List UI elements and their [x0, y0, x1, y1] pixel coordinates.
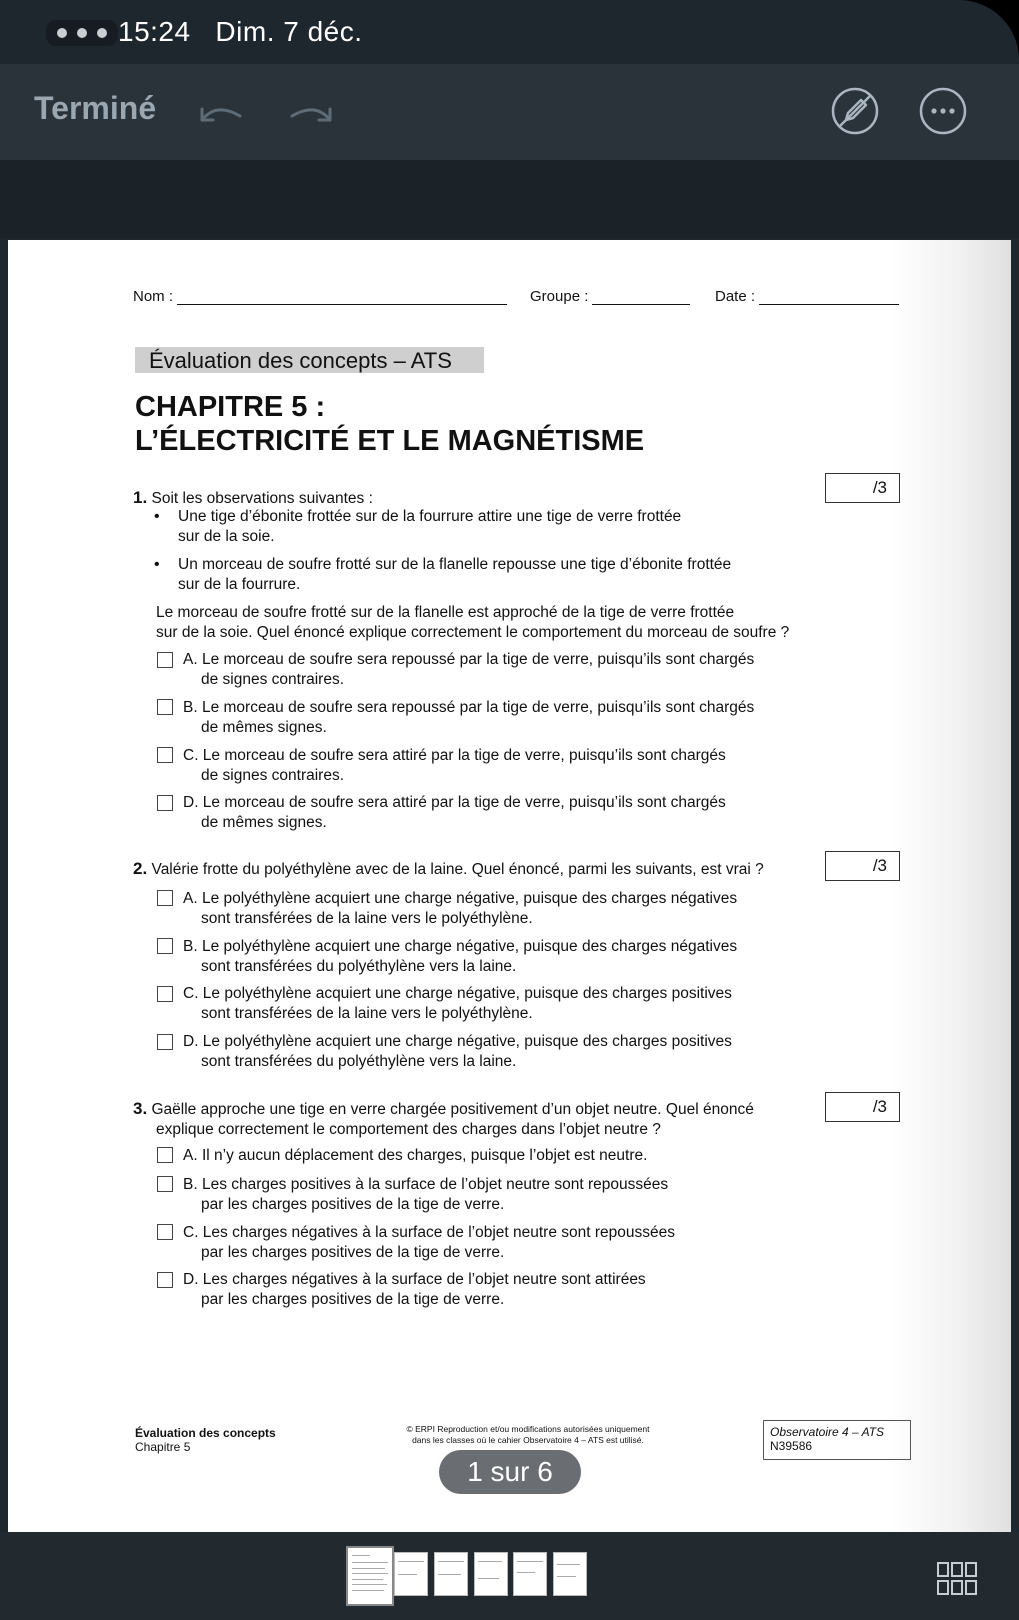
status-bar: [0, 0, 1019, 64]
q3-option-d-line2: par les charges positives de la tige de verre.: [201, 1291, 505, 1308]
q3-option-a-line1: A. Il n’y aucun déplacement des charges, puisque l’objet est neutre.: [183, 1147, 648, 1164]
q1-option-b-line1: B. Le morceau de soufre sera repoussé par la tige de verre, puisqu’ils sont chargés: [183, 699, 755, 716]
thumbnail-page-3[interactable]: [434, 1552, 468, 1596]
page-indicator: 1 sur 6: [439, 1450, 581, 1494]
footer-book-title: Observatoire 4 – ATS: [770, 1425, 885, 1439]
q3-option-a: [183, 1146, 647, 1166]
q2-checkbox-d[interactable]: [157, 1034, 173, 1050]
q1-option-c-line2: de signes contraires.: [201, 767, 345, 784]
q2-option-a: [183, 889, 737, 929]
q2-option-b: [183, 937, 737, 977]
q1-bullet-1-line1: • Une tige d’ébonite frottée sur de la fourrure attire une tige de verre frottée: [178, 508, 682, 525]
page-gap: [0, 160, 1019, 238]
more-icon[interactable]: [918, 86, 968, 136]
q1-number: 1.: [133, 488, 148, 507]
q1-option-a: [183, 650, 754, 690]
grid-view-icon[interactable]: [937, 1562, 977, 1596]
thumbnail-page-4[interactable]: [474, 1552, 508, 1596]
status-time: 15:24: [118, 16, 191, 47]
q3-question-line2: explique correctement le comportement des charges dans l’objet neutre ?: [156, 1121, 661, 1138]
chapter-title: [135, 390, 644, 458]
q1-bullet-1-line2: sur de la soie.: [178, 528, 275, 545]
q2-question-text: Valérie frotte du polyéthylène avec de la laine. Quel énoncé, parmi les suivants, est vrai ?: [151, 861, 764, 878]
q1-option-b: [183, 698, 754, 738]
q1-option-c-line1: C. Le morceau de soufre sera attiré par la tige de verre, puisqu’ils sont chargés: [183, 747, 726, 764]
q3-option-d: [183, 1270, 646, 1310]
q1-option-d-line2: de mêmes signes.: [201, 814, 327, 831]
q3-checkbox-d[interactable]: [157, 1272, 173, 1288]
q2-option-d-line1: D. Le polyéthylène acquiert une charge négative, puisque des charges positives: [183, 1033, 732, 1050]
date-field: [715, 288, 899, 305]
q2-checkbox-b[interactable]: [157, 938, 173, 954]
q1-checkbox-a[interactable]: [157, 652, 173, 668]
thumbnail-page-1[interactable]: [346, 1546, 394, 1606]
q2-score-box: /3: [825, 851, 900, 881]
status-time-date: [118, 16, 363, 48]
chapter-line1: CHAPITRE 5 :: [135, 391, 326, 423]
q1-option-a-line2: de signes contraires.: [201, 671, 345, 688]
multitasking-dots[interactable]: [46, 20, 118, 46]
thumbnail-page-2[interactable]: [394, 1552, 428, 1596]
q3-option-b-line2: par les charges positives de la tige de verre.: [201, 1196, 505, 1213]
q2-option-c: [183, 984, 732, 1024]
q2-question: [133, 859, 764, 880]
chapter-line2: L’ÉLECTRICITÉ ET LE MAGNÉTISME: [135, 425, 645, 457]
q1-checkbox-c[interactable]: [157, 747, 173, 763]
q1-bullet-2: [178, 555, 731, 595]
q1-bullet-2-line1: • Un morceau de soufre frotté sur de la flanelle repousse une tige d’ébonite frottée: [178, 556, 732, 573]
q3-checkbox-b[interactable]: [157, 1176, 173, 1192]
document-page[interactable]: [8, 240, 1011, 1532]
q3-option-b: [183, 1175, 668, 1215]
q2-option-c-line1: C. Le polyéthylène acquiert une charge négative, puisque des charges positives: [183, 985, 732, 1002]
q2-option-d: [183, 1032, 732, 1072]
q1-question-line1: Le morceau de soufre frotté sur de la flanelle est approché de la tige de verre frottée: [156, 604, 735, 621]
group-label: Groupe :: [530, 288, 589, 305]
q1-score-box: /3: [825, 473, 900, 503]
q1-question-line2: sur de la soie. Quel énoncé explique correctement le comportement du morceau de soufre ?: [156, 624, 790, 641]
group-field: [530, 288, 690, 305]
q3-score-box: /3: [825, 1092, 900, 1122]
q3-question: [133, 1099, 754, 1140]
q2-checkbox-a[interactable]: [157, 890, 173, 906]
name-label: Nom :: [133, 288, 174, 305]
q3-checkbox-a[interactable]: [157, 1147, 173, 1163]
name-field: [133, 288, 507, 305]
q3-option-c-line2: par les charges positives de la tige de verre.: [201, 1244, 505, 1261]
q1-checkbox-d[interactable]: [157, 795, 173, 811]
footer-copyright-line2: dans les classes où le cahier Observatoire 4 – ATS est utilisé.: [412, 1435, 644, 1445]
q1-bullet-2-line2: sur de la fourrure.: [178, 576, 301, 593]
q1-option-b-line2: de mêmes signes.: [201, 719, 327, 736]
thumbnail-page-5[interactable]: [513, 1552, 547, 1596]
q2-number: 2.: [133, 859, 148, 878]
q1-intro: [133, 488, 373, 509]
footer-chapter: Chapitre 5: [135, 1440, 191, 1454]
q3-checkbox-c[interactable]: [157, 1224, 173, 1240]
q1-intro-text: Soit les observations suivantes :: [151, 490, 373, 507]
q1-checkbox-b[interactable]: [157, 699, 173, 715]
q1-question: [156, 603, 789, 643]
q1-option-d: [183, 793, 726, 833]
q3-question-line1: Gaëlle approche une tige en verre chargée positivement d’un objet neutre. Quel énoncé: [151, 1101, 754, 1118]
undo-icon[interactable]: [196, 100, 246, 126]
q1-option-c: [183, 746, 726, 786]
q3-option-b-line1: B. Les charges positives à la surface de l’objet neutre sont repoussées: [183, 1176, 669, 1193]
date-label: Date :: [715, 288, 756, 305]
redo-icon[interactable]: [286, 100, 336, 126]
done-button[interactable]: Terminé: [34, 90, 157, 126]
q3-option-c: [183, 1223, 675, 1263]
q2-option-b-line1: B. Le polyéthylène acquiert une charge négative, puisque des charges négatives: [183, 938, 738, 955]
thumbnail-bar: [0, 1532, 1019, 1620]
footer-title: Évaluation des concepts: [135, 1426, 276, 1440]
q2-option-a-line2: sont transférées de la laine vers le polyéthylène.: [201, 910, 533, 927]
top-toolbar: [0, 64, 1019, 160]
q2-option-b-line2: sont transférées du polyéthylène vers la laine.: [201, 958, 517, 975]
q1-bullet-1: [178, 507, 681, 547]
section-banner: [135, 347, 484, 373]
markup-pen-icon[interactable]: [830, 86, 880, 136]
q2-option-d-line2: sont transférées du polyéthylène vers la laine.: [201, 1053, 517, 1070]
footer-book-box: [763, 1420, 911, 1460]
footer-copyright: [338, 1424, 718, 1446]
banner-text: Évaluation des concepts – ATS: [149, 348, 452, 373]
footer-book-code: N39586: [770, 1439, 813, 1453]
q3-option-d-line1: D. Les charges négatives à la surface de l’objet neutre sont attirées: [183, 1271, 646, 1288]
q1-option-a-line1: A. Le morceau de soufre sera repoussé par la tige de verre, puisqu’ils sont chargés: [183, 651, 755, 668]
footer-copyright-line1: © ERPI Reproduction et/ou modifications autorisées uniquement: [406, 1424, 650, 1434]
q3-number: 3.: [133, 1099, 148, 1118]
q3-option-c-line1: C. Les charges négatives à la surface de l’objet neutre sont repoussées: [183, 1224, 675, 1241]
thumbnail-page-6[interactable]: [553, 1552, 587, 1596]
footer-left: [135, 1426, 276, 1454]
q1-option-d-line1: D. Le morceau de soufre sera attiré par la tige de verre, puisqu’ils sont chargés: [183, 794, 726, 811]
q2-option-c-line2: sont transférées de la laine vers le polyéthylène.: [201, 1005, 533, 1022]
status-date: Dim. 7 déc.: [215, 16, 363, 47]
q2-checkbox-c[interactable]: [157, 986, 173, 1002]
q2-option-a-line1: A. Le polyéthylène acquiert une charge négative, puisque des charges négatives: [183, 890, 738, 907]
